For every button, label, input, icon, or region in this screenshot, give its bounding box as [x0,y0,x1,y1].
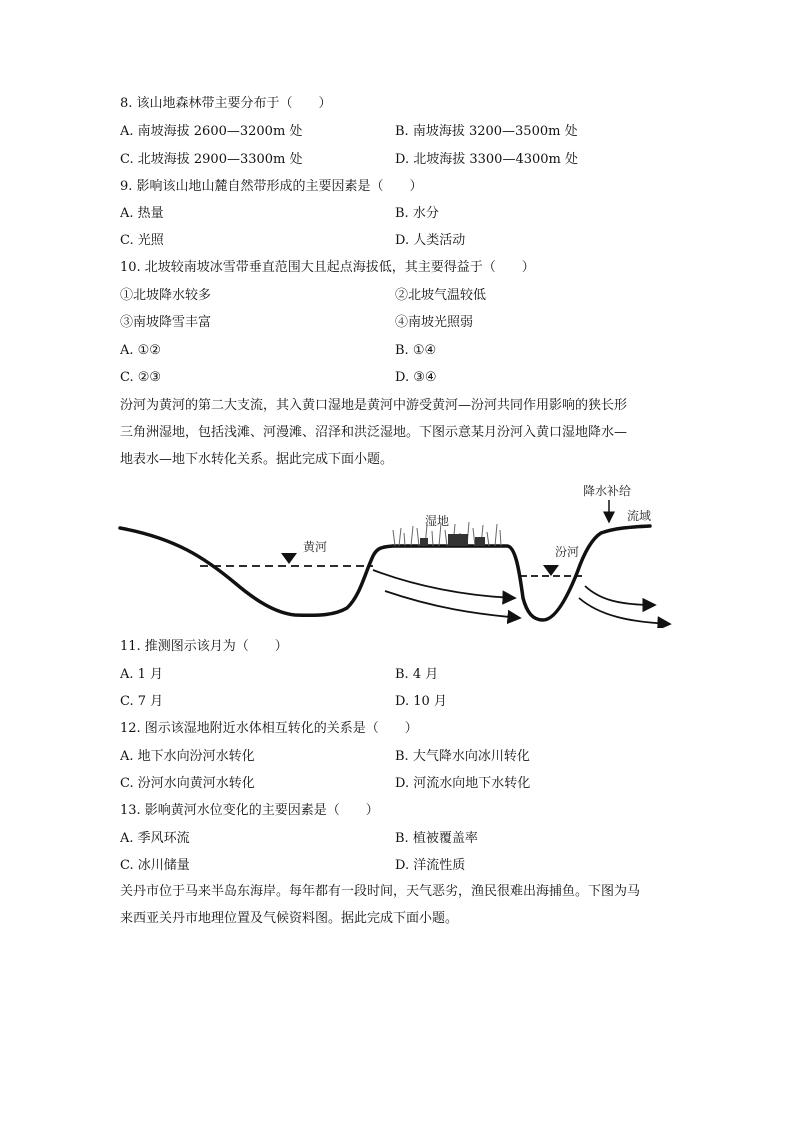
q9-option-b: B. 水分 [395,206,439,221]
q8-option-a: A. 南坡海拔 2600—3200m 处 [120,124,303,139]
passage-kuantan-line-1: 关丹市位于马来半岛东海岸。每年都有一段时间，天气恶劣，渔民很难出海捕鱼。下图为马 [120,884,641,899]
q10-option-c: C. ②③ [120,370,162,385]
label-fenhe: 汾河 [555,545,580,559]
q11-option-c: C. 7 月 [120,694,164,709]
flow-arrow-wetland-2 [385,591,520,618]
q10-option-d: D. ③④ [395,370,437,385]
label-liuyu: 流域 [627,509,652,523]
flow-arrow-basin-2 [579,598,670,624]
q11-option-a: A. 1 月 [120,667,164,682]
q8-option-b: B. 南坡海拔 3200—3500m 处 [395,124,578,139]
q8-stem: 8. 该山地森林带主要分布于（ ） [120,96,332,111]
q12-option-b: B. 大气降水向冰川转化 [395,749,530,764]
q10-statement-2: ②北坡气温较低 [395,288,487,303]
q12-stem: 12. 图示该湿地附近水体相互转化的关系是（ ） [120,721,418,736]
q10-statement-3: ③南坡降雪丰富 [120,315,212,330]
q13-stem: 13. 影响黄河水位变化的主要因素是（ ） [120,803,379,818]
label-shidi: 湿地 [425,514,450,528]
q9-option-a: A. 热量 [120,206,164,221]
fenhe-level-marker [543,565,559,576]
passage-kuantan-line-2: 来西亚关丹市地理位置及气候资料图。据此完成下面小题。 [120,911,459,926]
q11-stem: 11. 推测图示该月为（ ） [120,639,288,654]
q13-option-c: C. 冰川储量 [120,858,190,873]
wetland-reeds [420,534,485,546]
q10-statement-4: ④南坡光照弱 [395,315,474,330]
q11-option-b: B. 4 月 [395,667,439,682]
q13-option-d: D. 洋流性质 [395,858,466,873]
passage-fenhe [120,392,680,473]
q10-option-b: B. ①④ [395,343,437,358]
q12-option-c: C. 汾河水向黄河水转化 [120,776,255,791]
passage-fenhe-line-1: 汾河为黄河的第二大支流，其入黄口湿地是黄河中游受黄河—汾河共同作用影响的狭长形 [120,398,628,413]
q12-option-a: A. 地下水向汾河水转化 [120,749,255,764]
label-jiangshui: 降水补给 [583,484,632,498]
q9-option-c: C. 光照 [120,233,164,248]
q10-statement-1: ①北坡降水较多 [120,288,212,303]
passage-fenhe-line-2: 三角洲湿地，包括浅滩、河漫滩、沼泽和洪泛湿地。下图示意某月汾河入黄口湿地降水— [120,425,628,440]
q9-option-d: D. 人类活动 [395,233,466,248]
q13-option-a: A. 季风环流 [120,831,190,846]
q12-option-d: D. 河流水向地下水转化 [395,776,531,791]
label-huanghe: 黄河 [303,540,328,554]
q10-option-a: A. ①② [120,343,161,358]
huanghe-level-marker [281,553,297,564]
q10-stem: 10. 北坡较南坡冰雪带垂直范围大且起点海拔低，其主要得益于（ ） [120,260,535,275]
q9-stem: 9. 影响该山地山麓自然带形成的主要因素是（ ） [120,179,423,194]
wetland-water-transfer-diagram [115,478,675,628]
q11-option-d: D. 10 月 [395,694,447,709]
q8-option-c: C. 北坡海拔 2900—3300m 处 [120,152,303,167]
q13-option-b: B. 植被覆盖率 [395,831,478,846]
passage-kuantan [120,878,680,932]
flow-arrow-basin-1 [585,586,655,605]
ground-profile [120,526,650,620]
q8-option-d: D. 北坡海拔 3300—4300m 处 [395,152,578,167]
passage-fenhe-line-3: 地表水—地下水转化关系。据此完成下面小题。 [120,452,394,467]
